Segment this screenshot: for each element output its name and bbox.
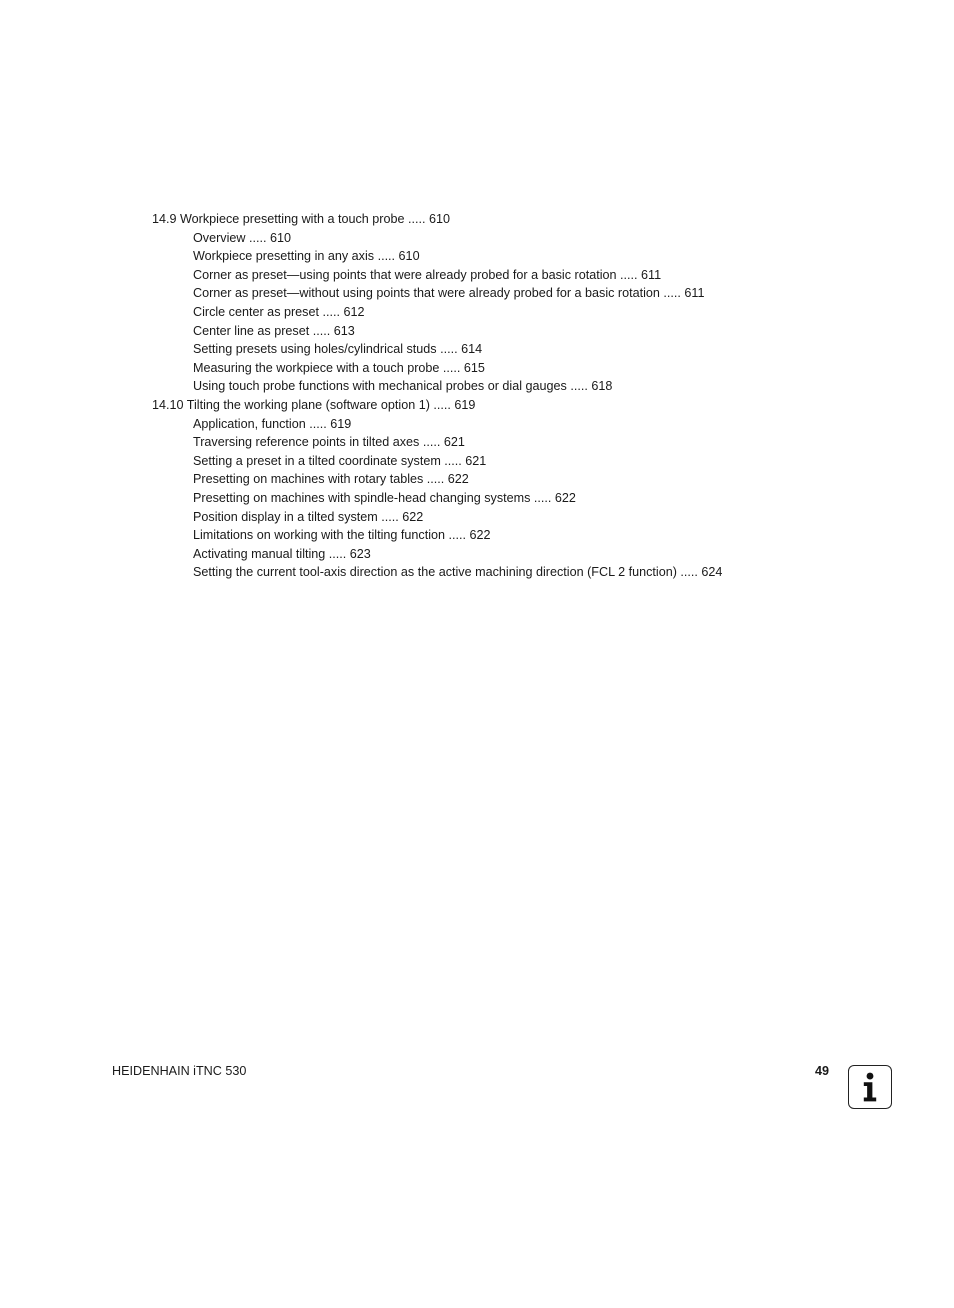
toc-subsection-entry: Presetting on machines with rotary tables ..... 622 <box>193 472 469 487</box>
toc-subsection-entry: Limitations on working with the tilting function ..... 622 <box>193 528 491 543</box>
toc-subsection-entry: Workpiece presetting in any axis ..... 610 <box>193 249 420 264</box>
toc-subsection-entry: Application, function ..... 619 <box>193 416 352 431</box>
toc-subsection-entry: Center line as preset ..... 613 <box>193 323 355 338</box>
table-of-contents <box>152 210 872 582</box>
toc-subsection-entry: Corner as preset—without using points that were already probed for a basic rotation ..... 611 <box>193 286 705 301</box>
toc-subsection-entry: Overview ..... 610 <box>193 230 291 245</box>
toc-section-entry: 14.10 Tilting the working plane (software option 1) ..... 619 <box>152 397 476 412</box>
toc-subsection-entry: Circle center as preset ..... 612 <box>193 304 365 319</box>
toc-subsection-entry: Measuring the workpiece with a touch probe ..... 615 <box>193 360 485 375</box>
info-glyph <box>849 1066 891 1108</box>
toc-subsection-entry: Setting the current tool-axis direction as the active machining direction (FCL 2 function) ..... 624 <box>193 565 723 580</box>
manual-title: HEIDENHAIN iTNC 530 <box>112 1064 247 1078</box>
page-number: 49 <box>815 1064 830 1078</box>
info-icon <box>848 1065 892 1109</box>
toc-subsection-entry: Using touch probe functions with mechanical probes or dial gauges ..... 618 <box>193 379 613 394</box>
toc-section-entry: 14.9 Workpiece presetting with a touch probe ..... 610 <box>152 212 450 226</box>
toc-subsection-entry: Activating manual tilting ..... 623 <box>193 546 371 561</box>
toc-subsection-entry: Traversing reference points in tilted axes ..... 621 <box>193 435 465 450</box>
toc-subsection-entry: Corner as preset—using points that were already probed for a basic rotation ..... 611 <box>193 267 662 282</box>
toc-subsection-entry: Setting a preset in a tilted coordinate system ..... 621 <box>193 453 487 468</box>
toc-subsection-entry: Position display in a tilted system ..... 622 <box>193 509 424 524</box>
toc-subsection-entry: Setting presets using holes/cylindrical studs ..... 614 <box>193 342 483 357</box>
toc-subsection-entry: Presetting on machines with spindle-head changing systems ..... 622 <box>193 490 576 505</box>
